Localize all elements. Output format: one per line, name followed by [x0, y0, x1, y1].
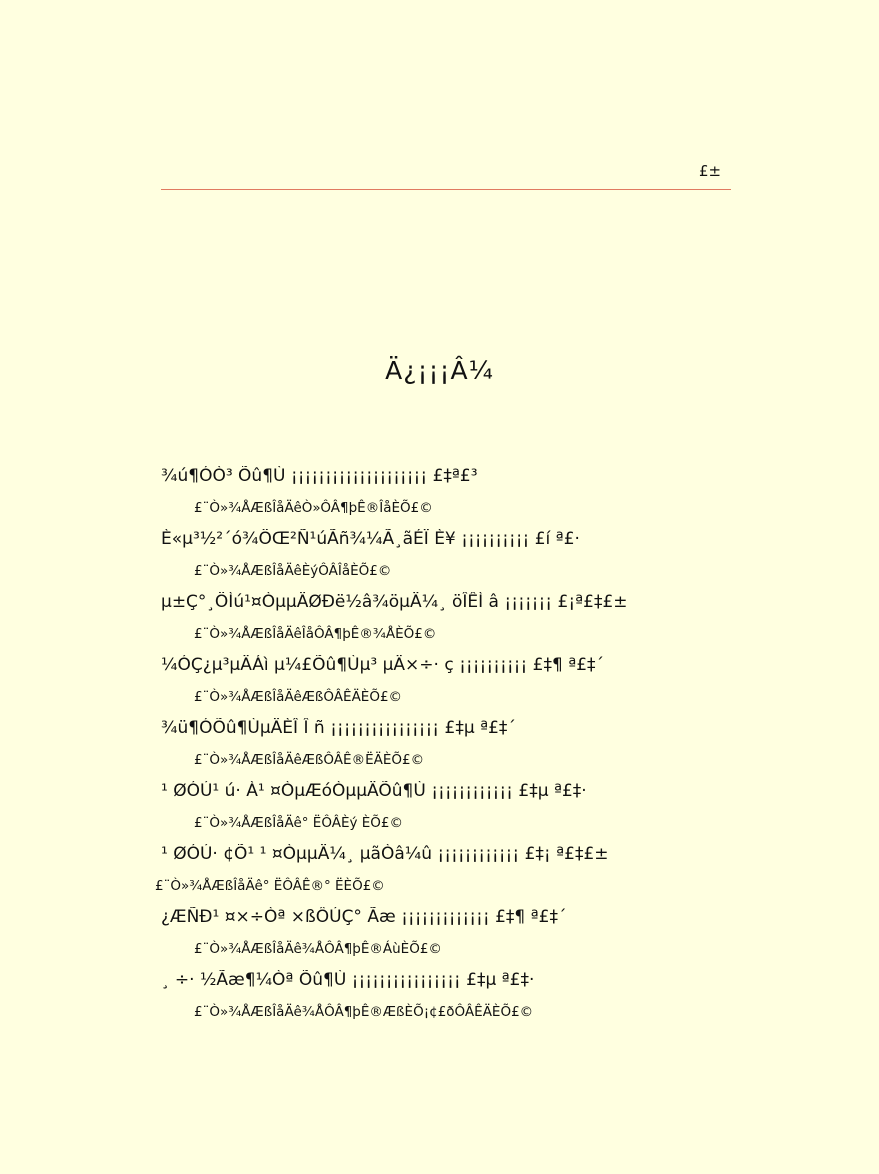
toc-entry-title: ¹ ØÓÚ¹ ú· À¹ ¤ÒµÆóÒµµÄÕû¶Ù: [161, 781, 426, 801]
toc-entry-line: [161, 844, 736, 864]
toc-entry-page: £‡µ ª£‡´: [444, 718, 516, 738]
toc-entry[interactable]: [161, 466, 741, 529]
toc-entry-title: µ±Ç°¸ÖÌú¹¤ÒµµÄØÐë½â¾öµÄ¼¸ öÎÊÌ â: [161, 592, 499, 612]
toc-entry-title: ¾ü¶ÓÕû¶ÙµÄÈÎ Î ñ: [161, 718, 325, 738]
toc-entry-page: £‡¶ ª£‡´: [532, 655, 605, 675]
toc-entry-date: £¨Ò»¾ÅÆßÎåÄêÒ»ÔÂ¶þÊ®ÎåÈÕ£©: [194, 500, 433, 516]
toc-entry-leader: ¡¡¡¡¡¡¡¡¡¡¡¡¡¡¡¡¡¡¡¡: [290, 466, 428, 486]
toc-entry-page: £‡µ ª£‡·: [518, 781, 587, 801]
toc-entry-date: £¨Ò»¾ÅÆßÎåÄê° ËÔÂÊ®° ËÈÕ£©: [155, 878, 385, 894]
toc-entry-leader: ¡¡¡¡¡¡¡: [504, 592, 553, 612]
toc-entry[interactable]: [161, 592, 741, 655]
toc-entry-date: £¨Ò»¾ÅÆßÎåÄê° ËÔÂÈý ÈÕ£©: [194, 815, 404, 831]
toc-entry-date: £¨Ò»¾ÅÆßÎåÄê¾ÅÔÂ¶þÊ®ÆßÈÕ¡¢£ðÔÂÊÄÈÕ£©: [194, 1004, 534, 1020]
toc-entry-date: £¨Ò»¾ÅÆßÎåÄêÆßÔÂÊÄÈÕ£©: [194, 689, 403, 705]
toc-list: [155, 466, 741, 1033]
toc-entry-date: £¨Ò»¾ÅÆßÎåÄêÎåÔÂ¶þÊ®¾ÅÈÕ£©: [194, 626, 437, 642]
toc-entry-leader: ¡¡¡¡¡¡¡¡¡¡: [459, 655, 528, 675]
toc-entry-leader: ¡¡¡¡¡¡¡¡¡¡¡¡: [431, 781, 513, 801]
toc-entry-leader: ¡¡¡¡¡¡¡¡¡¡¡¡¡: [401, 907, 490, 927]
toc-entry[interactable]: [161, 655, 741, 718]
toc-entry-title: ¸ ÷· ½Ãæ¶¼Òª Õû¶Ù: [161, 970, 347, 990]
toc-entry-page: £‡ª£³: [432, 466, 478, 486]
toc-entry-line: [161, 529, 736, 549]
toc-entry-page: £¡ª£‡£±: [557, 592, 628, 612]
toc-entry-leader: ¡¡¡¡¡¡¡¡¡¡¡¡¡¡¡¡: [330, 718, 440, 738]
toc-entry-line: [161, 655, 736, 675]
toc-entry[interactable]: [161, 529, 741, 592]
header-rule: [161, 189, 731, 190]
toc-entry[interactable]: [161, 718, 741, 781]
toc-entry-title: ¿ÆÑÐ¹ ¤×÷Òª ×ßÔÚÇ° Ãæ: [161, 907, 396, 927]
toc-entry-title: ¾ú¶ÓÒ³ Õû¶Ù: [161, 466, 286, 486]
toc-entry-title: È«µ³½²´ó¾ÖŒ²Ñ¹úÃñ¾¼Ã¸ãÉÏ È¥: [161, 529, 456, 549]
toc-entry-page: £í ª£·: [534, 529, 580, 549]
toc-entry-leader: ¡¡¡¡¡¡¡¡¡¡¡¡: [437, 844, 520, 864]
toc-entry-line: [161, 907, 736, 927]
toc-entry[interactable]: [161, 907, 741, 970]
toc-entry-leader: ¡¡¡¡¡¡¡¡¡¡¡¡¡¡¡¡: [351, 970, 461, 990]
toc-entry-line: [161, 781, 736, 801]
toc-entry-date: £¨Ò»¾ÅÆßÎåÄêÆßÔÂÊ®ËÄÈÕ£©: [194, 752, 425, 768]
toc-entry-date: £¨Ò»¾ÅÆßÎåÄê¾ÅÔÂ¶þÊ®ÁùÈÕ£©: [194, 941, 442, 957]
toc-entry-line: [161, 466, 736, 486]
toc-title: Ä¿¡¡¡Â¼: [385, 356, 494, 385]
toc-entry-line: [161, 592, 736, 612]
page-number: £±: [699, 162, 722, 180]
toc-entry-page: £‡¡ ª£‡£±: [524, 844, 609, 864]
toc-entry[interactable]: [161, 781, 741, 844]
toc-entry-title: ¼ÓÇ¿µ³µÄÁì µ¼£Õû¶Ùµ³ µÄ×÷· ç: [161, 655, 454, 675]
toc-entry-leader: ¡¡¡¡¡¡¡¡¡¡: [461, 529, 530, 549]
toc-entry[interactable]: [155, 844, 741, 907]
toc-entry-date: £¨Ò»¾ÅÆßÎåÄêÈýÔÂÎåÈÕ£©: [194, 563, 392, 579]
toc-entry[interactable]: [161, 970, 741, 1033]
toc-entry-page: £‡¶ ª£‡´: [495, 907, 567, 927]
toc-entry-page: £‡µ ª£‡·: [466, 970, 535, 990]
toc-entry-line: [161, 970, 736, 990]
toc-entry-line: [161, 718, 736, 738]
toc-entry-title: ¹ ØÓÚ· ¢Õ¹ ¹ ¤ÒµµÄ¼¸ µãÒâ¼û: [161, 844, 432, 864]
